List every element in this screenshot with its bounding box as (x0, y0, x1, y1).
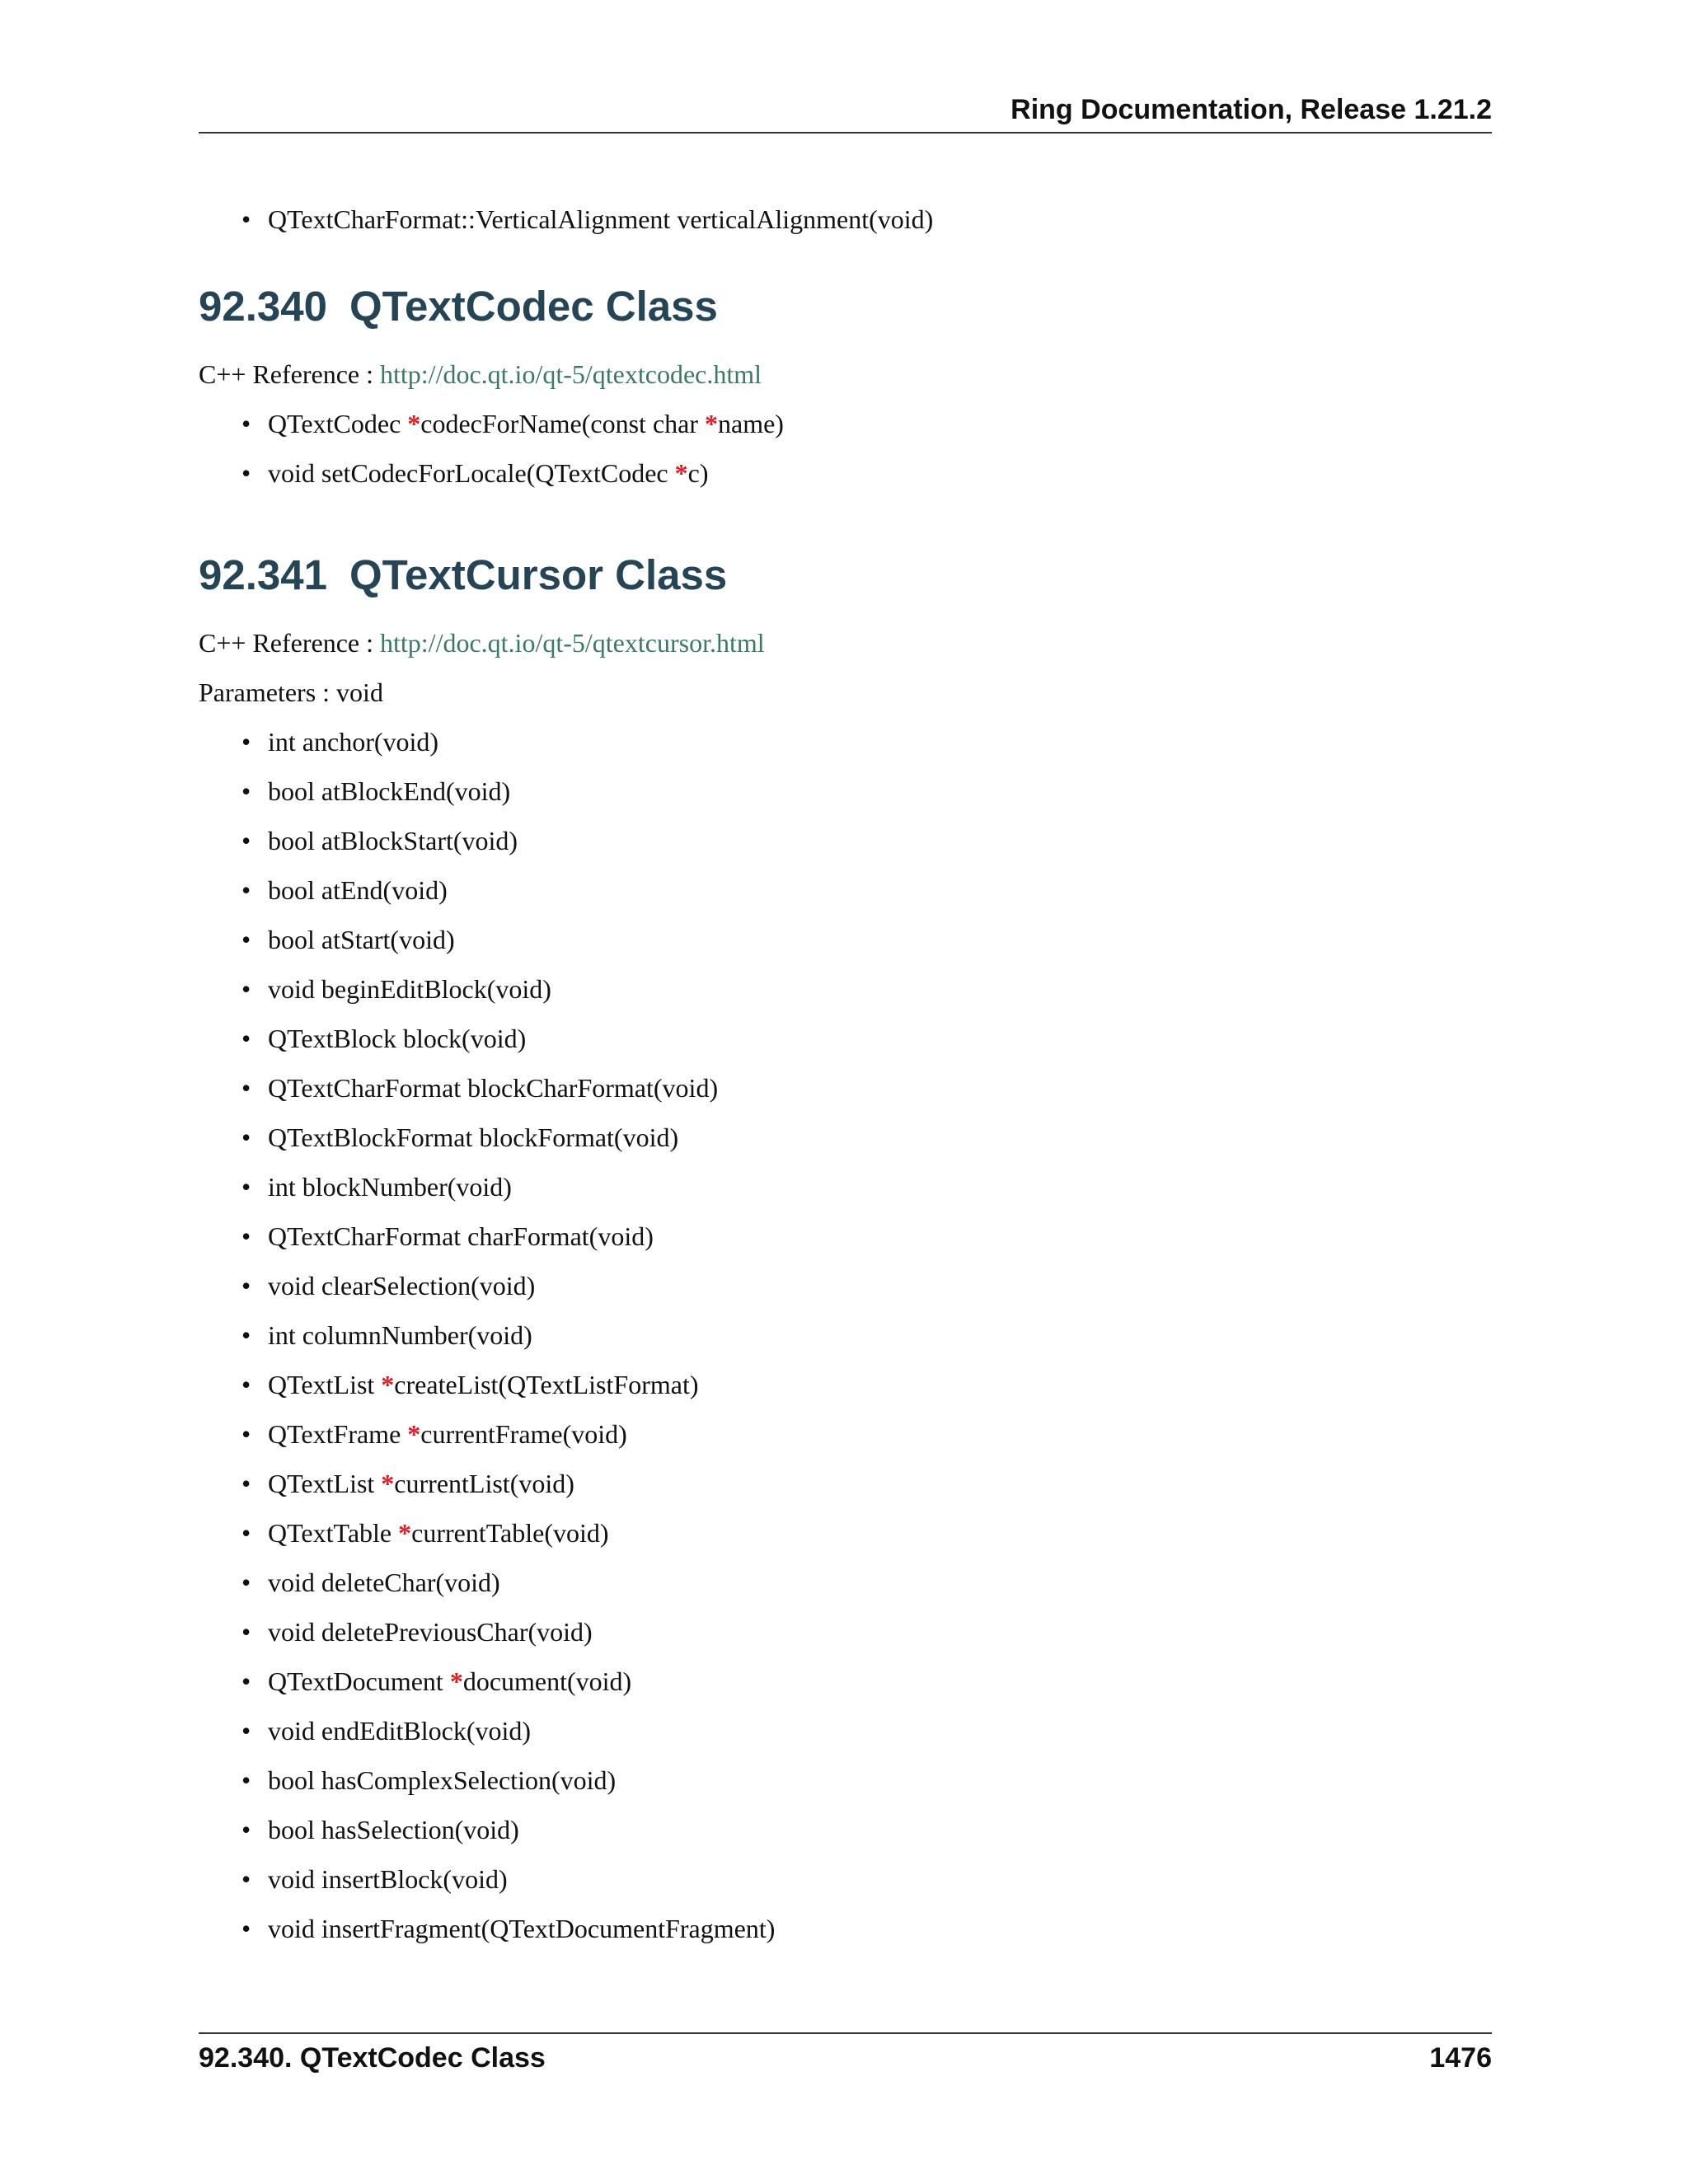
list-item (199, 1162, 1492, 1212)
method-signature-text: currentTable(void) (411, 1518, 609, 1548)
list-item (199, 964, 1492, 1014)
list-item (199, 1657, 1492, 1706)
section-heading (199, 551, 1492, 600)
reference-link[interactable]: http://doc.qt.io/qt-5/qtextcursor.html (380, 628, 765, 658)
method-list (199, 717, 1492, 1953)
method-signature-text: void deleteChar(void) (268, 1568, 500, 1597)
pointer-star: * (407, 1419, 421, 1449)
bullet-icon: • (241, 1271, 251, 1301)
list-item (199, 1261, 1492, 1310)
list-item-text: QTextCharFormat::VerticalAlignment verticalAlignment(void) (268, 204, 934, 234)
bullet-icon: • (241, 1568, 251, 1597)
list-item (199, 1310, 1492, 1360)
list-item (199, 717, 1492, 766)
list-item (199, 1607, 1492, 1657)
method-signature-text: c) (687, 458, 709, 488)
method-signature-text: bool hasSelection(void) (268, 1815, 519, 1844)
list-item (199, 1409, 1492, 1459)
pointer-star: * (381, 1370, 395, 1399)
list-item (199, 865, 1492, 915)
method-signature-text: QTextBlockFormat blockFormat(void) (268, 1122, 679, 1152)
page-content (199, 194, 1492, 1953)
pointer-star: * (705, 409, 718, 438)
method-signature-text: int columnNumber(void) (268, 1320, 532, 1350)
sections-container (199, 282, 1492, 1953)
bullet-icon: • (241, 1320, 251, 1350)
reference-link[interactable]: http://doc.qt.io/qt-5/qtextcodec.html (380, 359, 762, 389)
pointer-star: * (381, 1469, 395, 1498)
list-item (199, 1854, 1492, 1904)
intro-list (199, 194, 1492, 244)
list-item (199, 1805, 1492, 1854)
bullet-icon: • (241, 1370, 251, 1399)
bullet-icon: • (241, 1765, 251, 1795)
page-header (199, 91, 1492, 134)
bullet-icon: • (241, 826, 251, 855)
method-signature-text: int anchor(void) (268, 727, 439, 757)
list-item (199, 1113, 1492, 1162)
method-signature-text: void insertFragment(QTextDocumentFragment) (268, 1914, 776, 1943)
method-signature-text: QTextCharFormat charFormat(void) (268, 1221, 654, 1251)
list-item (199, 1212, 1492, 1261)
pointer-star: * (449, 1666, 463, 1696)
method-signature-text: int blockNumber(void) (268, 1172, 512, 1202)
bullet-icon: • (241, 409, 251, 438)
section-title: QTextCodec Class (349, 283, 718, 330)
method-signature-text: void clearSelection(void) (268, 1271, 536, 1301)
list-item (199, 816, 1492, 865)
method-signature-text: void deletePreviousChar(void) (268, 1617, 593, 1647)
method-signature-text: QTextList (268, 1469, 382, 1498)
footer-section-title: 92.340. QTextCodec Class (199, 2042, 546, 2074)
method-signature-text: QTextDocument (268, 1666, 450, 1696)
bullet-icon: • (241, 204, 251, 234)
cpp-reference (199, 618, 1492, 668)
section-number: 92.340 (199, 283, 327, 330)
method-signature-text: currentList(void) (394, 1469, 574, 1498)
list-item (199, 194, 1492, 244)
section-number: 92.341 (199, 551, 327, 598)
method-signature-text: currentFrame(void) (420, 1419, 627, 1449)
parameters-line: Parameters : void (199, 677, 383, 707)
bullet-icon: • (241, 1419, 251, 1449)
page-number: 1476 (1429, 2042, 1492, 2074)
list-item (199, 1014, 1492, 1063)
cpp-reference (199, 349, 1492, 399)
method-signature-text: QTextCharFormat blockCharFormat(void) (268, 1073, 719, 1103)
bullet-icon: • (241, 1073, 251, 1103)
pointer-star: * (674, 458, 688, 488)
list-item (199, 1459, 1492, 1508)
pointer-star: * (407, 409, 421, 438)
bullet-icon: • (241, 1617, 251, 1647)
bullet-icon: • (241, 1666, 251, 1696)
method-signature-text: QTextTable (268, 1518, 399, 1548)
bullet-icon: • (241, 875, 251, 905)
bullet-icon: • (241, 1469, 251, 1498)
bullet-icon: • (241, 1221, 251, 1251)
section (199, 282, 1492, 498)
list-item (199, 448, 1492, 498)
bullet-icon: • (241, 1716, 251, 1746)
method-signature-text: bool atStart(void) (268, 925, 455, 954)
bullet-icon: • (241, 1914, 251, 1943)
list-item (199, 1558, 1492, 1607)
method-signature-text: codecForName(const char (420, 409, 705, 438)
bullet-icon: • (241, 1172, 251, 1202)
list-item (199, 766, 1492, 816)
list-item (199, 1063, 1492, 1113)
section-heading (199, 282, 1492, 331)
reference-label: C++ Reference : (199, 359, 380, 389)
bullet-icon: • (241, 1864, 251, 1894)
bullet-icon: • (241, 1122, 251, 1152)
document-title: Ring Documentation, Release 1.21.2 (1010, 94, 1492, 125)
method-signature-text: bool atBlockStart(void) (268, 826, 518, 855)
bullet-icon: • (241, 776, 251, 806)
list-item (199, 1904, 1492, 1953)
list-item (199, 1755, 1492, 1805)
bullet-icon: • (241, 925, 251, 954)
method-signature-text: bool atBlockEnd(void) (268, 776, 511, 806)
method-signature-text: void endEditBlock(void) (268, 1716, 532, 1746)
method-signature-text: QTextList (268, 1370, 382, 1399)
method-signature-text: QTextCodec (268, 409, 408, 438)
reference-label: C++ Reference : (199, 628, 380, 658)
bullet-icon: • (241, 727, 251, 757)
bullet-icon: • (241, 1815, 251, 1844)
method-signature-text: void beginEditBlock(void) (268, 974, 551, 1004)
bullet-icon: • (241, 458, 251, 488)
bullet-icon: • (241, 974, 251, 1004)
list-item (199, 1706, 1492, 1755)
pointer-star: * (398, 1518, 412, 1548)
list-item (199, 915, 1492, 964)
method-signature-text: document(void) (462, 1666, 632, 1696)
bullet-icon: • (241, 1024, 251, 1053)
section-title: QTextCursor Class (349, 551, 728, 598)
method-signature-text: QTextFrame (268, 1419, 408, 1449)
method-list (199, 399, 1492, 498)
list-item (199, 1508, 1492, 1558)
method-signature-text: name) (718, 409, 784, 438)
method-signature-text: createList(QTextListFormat) (394, 1370, 699, 1399)
method-signature-text: void setCodecForLocale(QTextCodec (268, 458, 675, 488)
list-item (199, 399, 1492, 448)
method-signature-text: bool atEnd(void) (268, 875, 448, 905)
page-footer (199, 2032, 1492, 2083)
method-signature-text: QTextBlock block(void) (268, 1024, 527, 1053)
section (199, 551, 1492, 1953)
list-item (199, 1360, 1492, 1409)
method-signature-text: bool hasComplexSelection(void) (268, 1765, 617, 1795)
bullet-icon: • (241, 1518, 251, 1548)
method-signature-text: void insertBlock(void) (268, 1864, 508, 1894)
